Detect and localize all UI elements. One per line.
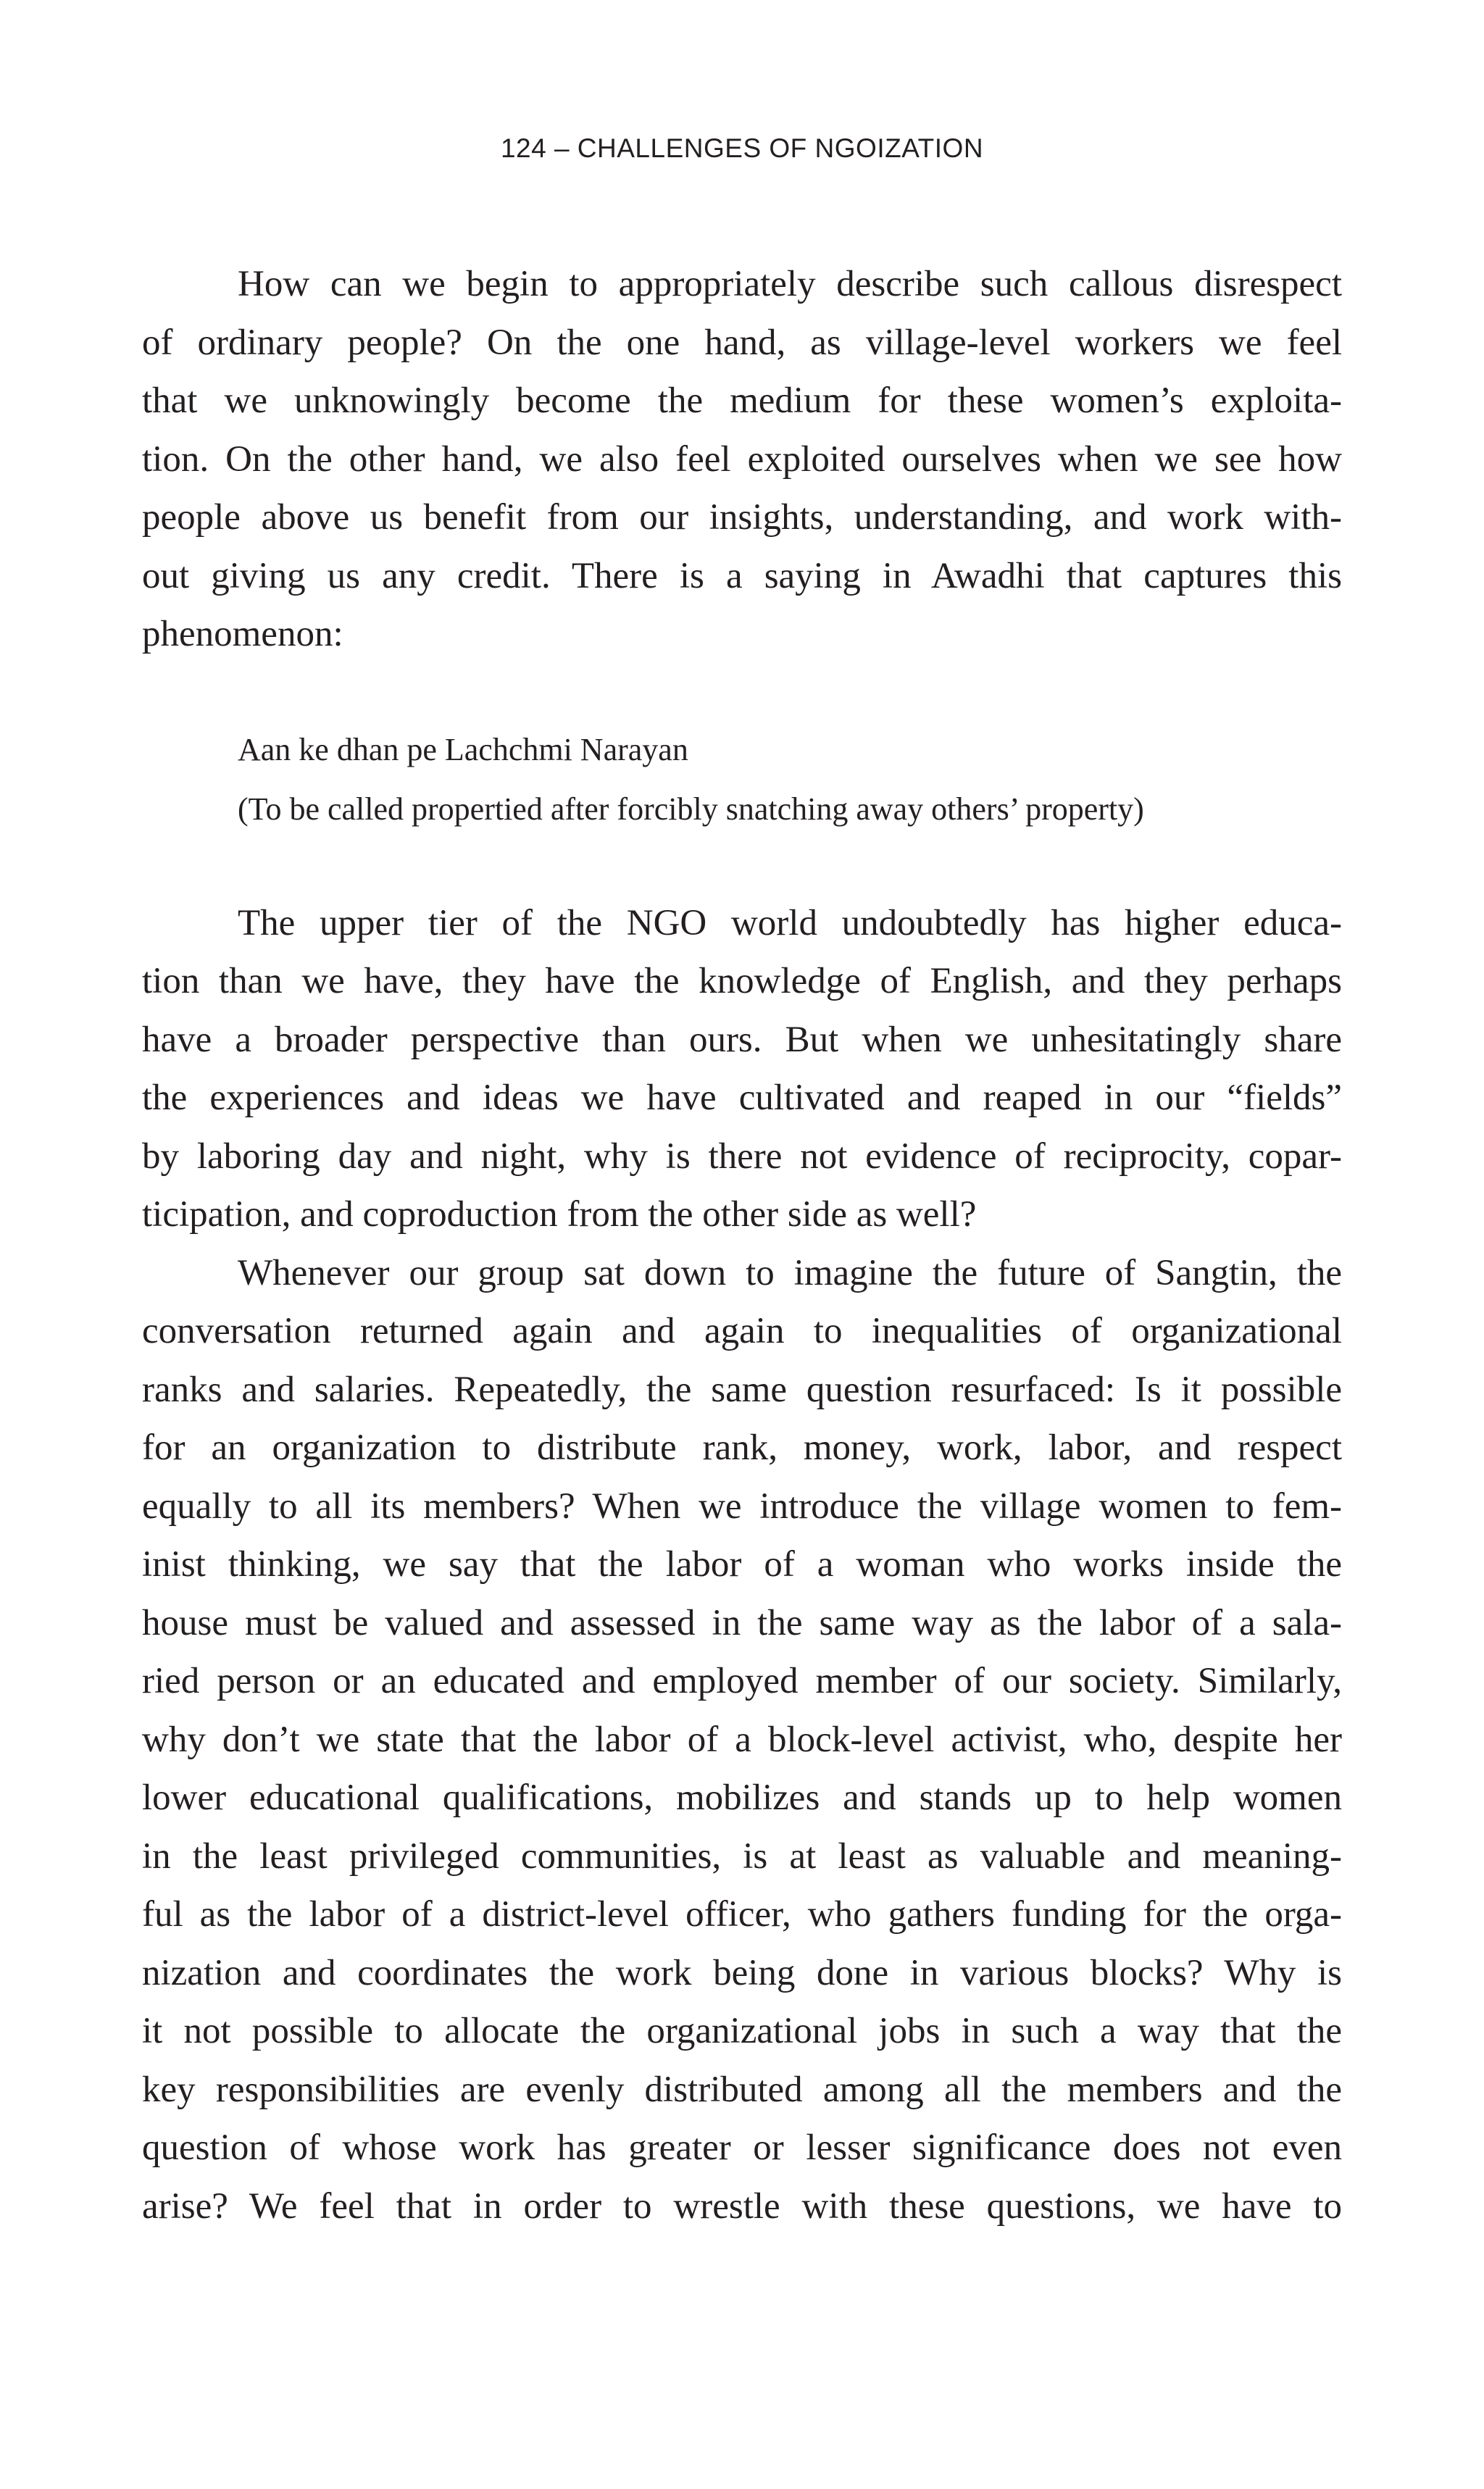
text-line: the experiences and ideas we have cultivated and reaped in our “fields” bbox=[142, 1077, 1342, 1118]
text-line: it not possible to allocate the organizational jobs in such a way that the bbox=[142, 2011, 1342, 2051]
quote-line-awadhi: Aan ke dhan pe Lachchmi Narayan bbox=[238, 731, 688, 767]
text-line: equally to all its members? When we introduce the village women to fem- bbox=[142, 1485, 1342, 1527]
text-line: that we unknowingly become the medium for these women’s exploita- bbox=[142, 380, 1342, 421]
text-line: ried person or an educated and employed member of our society. Similarly, bbox=[142, 1661, 1342, 1701]
block-quote bbox=[238, 720, 1342, 839]
running-head: 124 – CHALLENGES OF NGOIZATION bbox=[500, 133, 984, 163]
text-line: tion. On the other hand, we also feel exploited ourselves when we see how bbox=[142, 438, 1342, 480]
text-line: out giving us any credit. There is a saying in Awadhi that captures this bbox=[142, 555, 1342, 596]
quote-line-translation: (To be called propertied after forcibly snatching away others’ property) bbox=[238, 791, 1144, 827]
text-line: inist thinking, we say that the labor of a woman who works inside the bbox=[142, 1544, 1342, 1585]
text-line: of ordinary people? On the one hand, as village-level workers we feel bbox=[142, 322, 1342, 363]
text-line: tion than we have, they have the knowledge of English, and they perhaps bbox=[142, 961, 1342, 1001]
text-line: ful as the labor of a district-level officer, who gathers funding for the orga- bbox=[142, 1894, 1342, 1935]
text-line: nization and coordinates the work being done in various blocks? Why is bbox=[142, 1952, 1342, 1993]
text-line: arise? We feel that in order to wrestle with these questions, we have to bbox=[142, 2185, 1342, 2227]
paragraph-1 bbox=[142, 255, 1342, 664]
text-line: in the least privileged communities, is at least as valuable and meaning- bbox=[142, 1835, 1342, 1877]
text-line: Whenever our group sat down to imagine the future of Sangtin, the bbox=[238, 1252, 1342, 1293]
text-line: key responsibilities are evenly distributed among all the members and the bbox=[142, 2069, 1342, 2110]
text-line: have a broader perspective than ours. But when we unhesitatingly share bbox=[142, 1019, 1342, 1060]
text-line: How can we begin to appropriately describe such callous disrespect bbox=[238, 264, 1342, 304]
text-line: conversation returned again and again to inequalities of organizational bbox=[142, 1311, 1342, 1351]
text-line: ticipation, and coproduction from the other side as well? bbox=[142, 1194, 977, 1235]
paragraph-3 bbox=[142, 1244, 1342, 2236]
text-line: question of whose work has greater or lesser significance does not even bbox=[142, 2127, 1342, 2168]
text-line: house must be valued and assessed in the same way as the labor of a sala- bbox=[142, 1602, 1342, 1643]
text-line: lower educational qualifications, mobilizes and stands up to help women bbox=[142, 1777, 1342, 1818]
text-line: ranks and salaries. Repeatedly, the same question resurfaced: Is it possible bbox=[142, 1369, 1342, 1410]
text-line: The upper tier of the NGO world undoubtedly has higher educa- bbox=[238, 902, 1342, 943]
text-line: people above us benefit from our insights, understanding, and work with- bbox=[142, 497, 1342, 538]
body-text bbox=[142, 255, 1342, 2235]
text-line: why don’t we state that the labor of a block-level activist, who, despite her bbox=[142, 1719, 1342, 1760]
text-line: phenomenon: bbox=[142, 614, 343, 654]
text-line: by laboring day and night, why is there not evidence of reciprocity, copar- bbox=[142, 1135, 1342, 1177]
text-line: for an organization to distribute rank, money, work, labor, and respect bbox=[142, 1427, 1342, 1468]
paragraph-2 bbox=[142, 894, 1342, 1244]
